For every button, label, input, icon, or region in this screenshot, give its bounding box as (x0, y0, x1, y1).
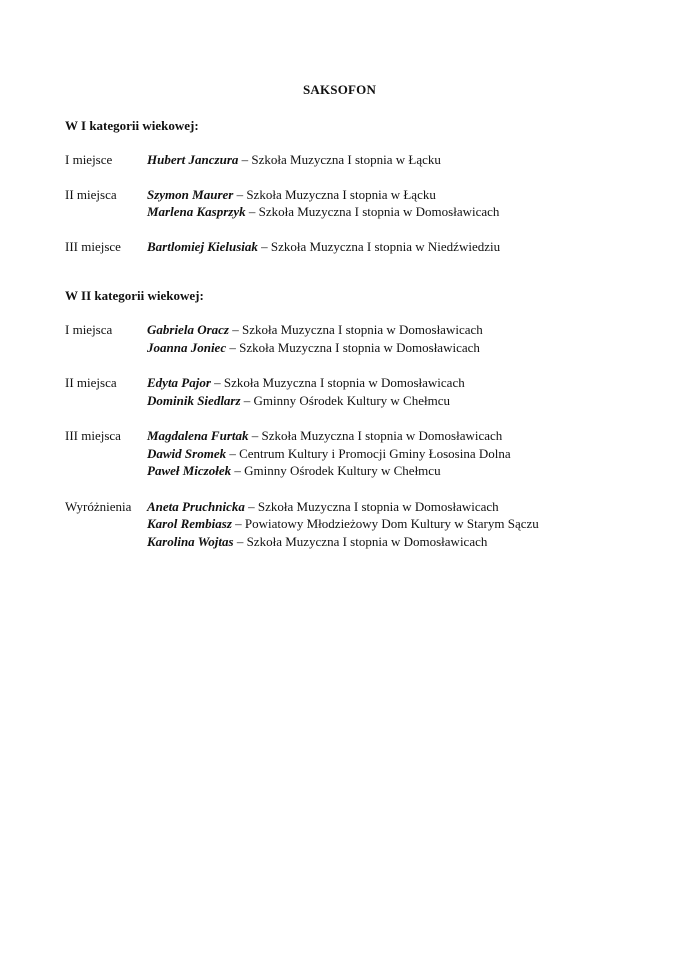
winner-name: Paweł Miczołek (147, 463, 232, 478)
place-label: Wyróżnienia (65, 498, 132, 514)
winner-line (147, 321, 655, 339)
winner-name: Dawid Sromek (147, 445, 227, 461)
winner-name: Marlena Kasprzyk (147, 204, 246, 219)
winner-name: Edyta Pajor (147, 375, 211, 390)
winner-line (147, 238, 655, 256)
place-label: III miejsca (65, 428, 121, 443)
results-list (65, 151, 655, 255)
winner-name: Karol Rembiasz (147, 516, 232, 531)
winner-name: Joanna Joniec (147, 339, 227, 355)
result-entry (65, 238, 655, 256)
winner-name: Magdalena Furtak (147, 428, 249, 443)
results-list (65, 321, 655, 550)
winner-name: Dominik Siedlarz (147, 392, 241, 408)
winner-line (147, 498, 655, 516)
result-entry (65, 374, 655, 409)
winner-line (147, 374, 655, 392)
winner-institution: – Szkoła Muzyczna I stopnia w Łącku (238, 152, 441, 167)
winner-line (147, 427, 655, 445)
winner-name: Aneta Pruchnicka (147, 498, 245, 514)
winner-institution: – Szkoła Muzyczna I stopnia w Domosławicach (233, 533, 488, 549)
winners-list (147, 321, 655, 356)
result-entry (65, 186, 655, 221)
winner-line (147, 186, 655, 204)
winner-line (147, 445, 655, 463)
winners-list (147, 238, 655, 256)
winner-institution: – Powiatowy Młodzieżowy Dom Kultury w Starym Sączu (231, 516, 539, 531)
winner-institution: – Szkoła Muzyczna I stopnia w Domosławicach (244, 498, 499, 514)
winner-line (147, 533, 655, 551)
result-entry (65, 498, 655, 551)
winner-institution: – Gminny Ośrodek Kultury w Chełmcu (231, 463, 441, 478)
result-entry (65, 427, 655, 480)
place-label: II miejsca (65, 186, 117, 202)
winner-institution: – Szkoła Muzyczna I stopnia w Domosławicach (248, 428, 503, 443)
winner-line (147, 203, 655, 221)
winner-institution: – Szkoła Muzyczna I stopnia w Domosławicach (226, 339, 480, 355)
winner-institution: – Szkoła Muzyczna I stopnia w Domosławicach (245, 204, 500, 219)
winners-list (147, 374, 655, 409)
section-heading: W II kategorii wiekowej: (65, 288, 204, 303)
place-label: III miejsce (65, 238, 121, 254)
winner-name: Bartlomiej Kielusiak (147, 238, 258, 254)
winner-name: Hubert Janczura (147, 152, 239, 167)
result-entry (65, 151, 655, 169)
winners-list (147, 427, 655, 480)
winner-name: Karolina Wojtas (147, 533, 234, 549)
winners-list (147, 498, 655, 551)
winner-line (147, 462, 655, 480)
result-entry (65, 321, 655, 356)
section-heading: W I kategorii wiekowej: (65, 118, 199, 133)
winner-line (147, 151, 655, 169)
place-label: I miejsca (65, 322, 113, 337)
winners-list (147, 151, 655, 169)
winner-institution: – Szkoła Muzyczna I stopnia w Łącku (233, 186, 436, 202)
winner-name: Gabriela Oracz (147, 322, 229, 337)
winner-name: Szymon Maurer (147, 186, 234, 202)
place-label: II miejsca (65, 375, 117, 390)
winner-institution: – Szkoła Muzyczna I stopnia w Domosławicach (228, 322, 483, 337)
winner-institution: – Gminny Ośrodek Kultury w Chełmcu (240, 392, 450, 408)
winner-institution: – Szkoła Muzyczna I stopnia w Domosławicach (210, 375, 465, 390)
winner-institution: – Szkoła Muzyczna I stopnia w Niedźwiedziu (257, 238, 501, 254)
winner-institution: – Centrum Kultury i Promocji Gminy Łososina Dolna (226, 445, 511, 461)
place-label: I miejsce (65, 152, 113, 167)
document-title: SAKSOFON (302, 82, 377, 97)
category-section-2 (65, 288, 655, 568)
winner-line (147, 392, 655, 410)
category-section-1 (65, 118, 655, 272)
winners-list (147, 186, 655, 221)
winner-line (147, 515, 655, 533)
winner-line (147, 339, 655, 357)
